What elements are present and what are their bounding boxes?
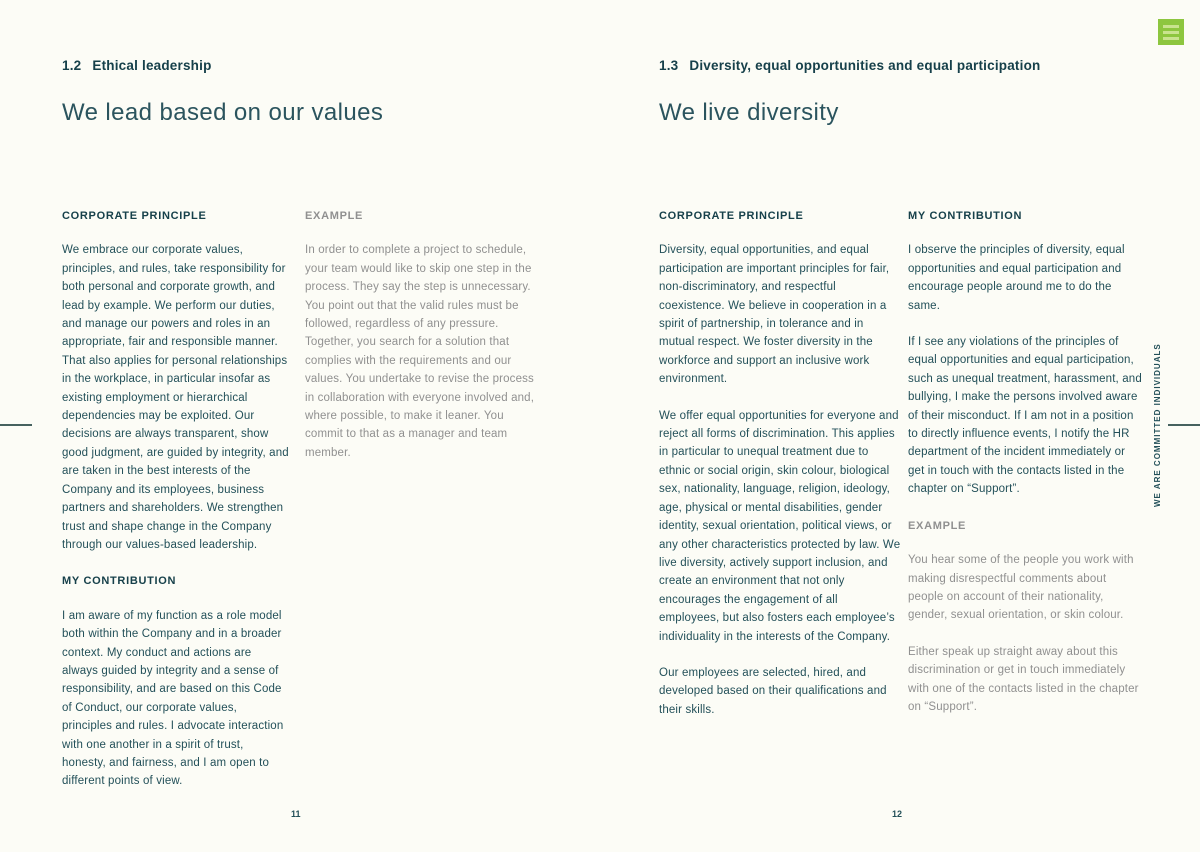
chapter-side-label: WE ARE COMMITTED INDIVIDUALS [1153,343,1162,507]
left-page-column-2 [305,207,543,480]
section-title: Diversity, equal opportunities and equal participation [689,58,1041,73]
hamburger-menu-icon[interactable] [1158,19,1184,45]
page-number-right: 12 [892,809,903,819]
left-page-column-1 [62,207,290,809]
section-title: Ethical leadership [92,58,212,73]
page-headline-right: We live diversity [659,99,839,126]
section-number: 1.3 [659,58,679,73]
section-number: 1.2 [62,58,82,73]
menu-bar [1163,37,1179,40]
body-paragraph: Diversity, equal opportunities, and equal participation are important principles for fair, non-discriminatory, and respectful coexistence. We believe in cooperation in a spirit of partnership, in tolerance and in mutual respect. We foster diversity in the workforce and support an inclusive work environment. [659,244,890,386]
body-paragraph: I observe the principles of diversity, equal opportunities and equal participation and encourage people around me to do the same. [908,244,1125,312]
menu-bar [1163,25,1179,28]
body-paragraph: Our employees are selected, hired, and developed based on their qualifications and their skills. [659,666,887,716]
body-paragraph: You hear some of the people you work with making disrespectful comments about people on account of their nationality, gender, sexual orientation, or skin colour. [908,554,1134,622]
body-paragraph: If I see any violations of the principles of equal opportunities and equal participation, such as unequal treatment, harassment, and bullying, I make the persons involved aware of their misconduct. If I am not in a position to directly influence events, I notify the HR department of the incident immediately or get in touch with the contacts listed in the chapter on “Support”. [908,336,1142,496]
column-header-my-contribution: MY CONTRIBUTION [62,575,177,588]
right-page-column-1 [659,207,901,737]
column-header-my-contribution: MY CONTRIBUTION [908,210,1023,222]
right-page-column-2 [908,207,1142,734]
body-paragraph: Either speak up straight away about this discrimination or get in touch immediately with one of the contacts listed in the chapter on “Support”. [908,645,1139,713]
column-header-example: EXAMPLE [908,519,967,532]
menu-bar [1163,31,1179,34]
page-number-left: 11 [291,809,301,819]
crop-mark-right [1168,424,1200,426]
section-heading-right [659,58,1040,73]
column-header-example: EXAMPLE [305,210,364,222]
body-paragraph: In order to complete a project to schedule, your team would like to skip one step in the process. They say the step is unnecessary. You point out that the valid rules must be followed, regardless of any pressure. Together, you search for a solution that complies with the requirements and our values. You undertake to revise the process in collaboration with everyone involved and, where possible, to make it leaner. You commit to that as a manager and team member. [305,244,535,459]
page-headline-left: We lead based on our values [62,99,384,126]
section-heading-left [62,58,212,73]
column-header-corporate-principle: CORPORATE PRINCIPLE [62,210,207,222]
body-paragraph: We offer equal opportunities for everyone and reject all forms of discrimination. This applies in particular to unequal treatment due to ethnic or social origin, skin colour, biological sex, nationality, language, religion, ideology, age, physical or mental disabilities, gender identity, sexual orientation, political views, or any other characteristics protected by law. We live diversity, actively support inclusion, and create an environment that not only encourages the engagement of all employees, but also fosters each employee’s individuality in the interests of the Company. [659,409,901,643]
body-paragraph: I am aware of my function as a role model both within the Company and in a broader context. My conduct and actions are always guided by integrity and a sense of responsibility, and are based on this Code of Conduct, our corporate values, principles and rules. I advocate interaction with one another in a spirit of trust, honesty, and fairness, and I am open to different points of view. [62,609,284,788]
crop-mark-left [0,424,32,426]
column-header-corporate-principle: CORPORATE PRINCIPLE [659,210,804,222]
body-paragraph: We embrace our corporate values, principles, and rules, take responsibility for both personal and corporate growth, and lead by example. We perform our duties, and manage our powers and roles in an appropriate, fair and responsible manner. That also applies for personal relationships in the workplace, in particular insofar as existing employment or hierarchical dependencies may be exploited. Our decisions are always transparent, show good judgment, are guided by integrity, and are taken in the best interests of the Company and its employees, business partners and shareholders. We strengthen trust and shape change in the Company through our values-based leadership. [62,244,289,551]
